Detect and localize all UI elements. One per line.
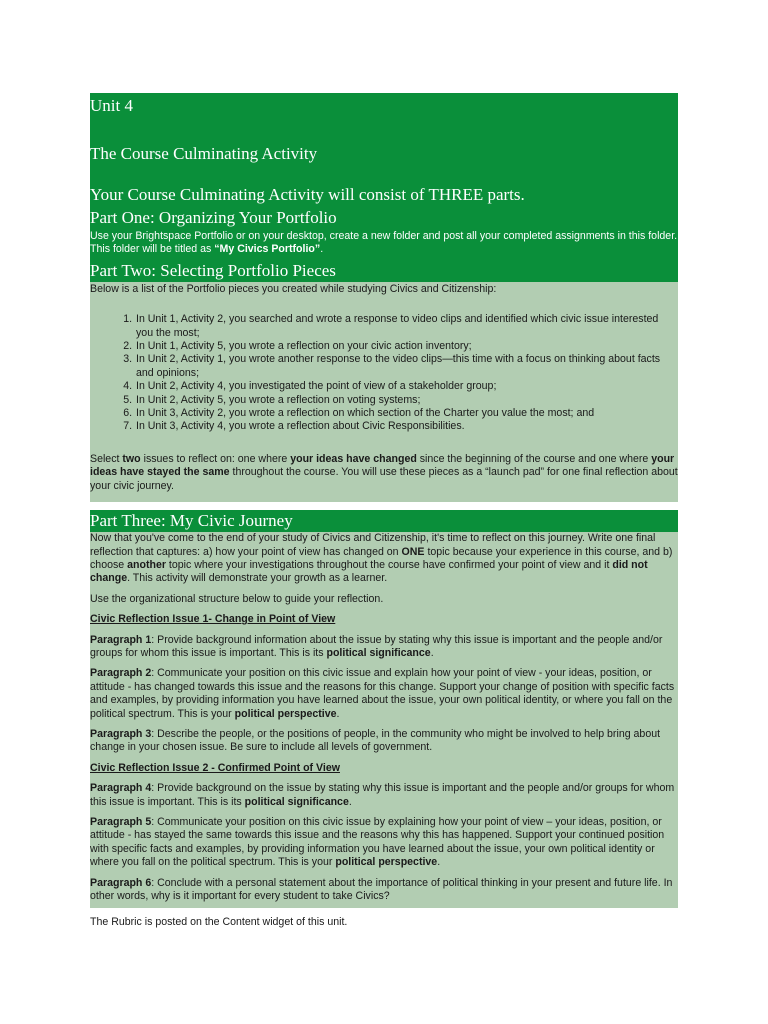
part-one-heading: Part One: Organizing Your Portfolio	[90, 208, 337, 227]
dark-green-header-band	[90, 93, 678, 282]
issue-one-heading: Civic Reflection Issue 1- Change in Point of View	[90, 613, 336, 626]
select-issues-paragraph: Select two issues to reflect on: one where your ideas have changed since the beginning of the course and one where your ideas have stayed the same throughout the course. You will use these pieces as a “launch pad” for one final reflection about your civic journey.	[90, 452, 678, 492]
part-one-text: Use your Brightspace Portfolio or on your desktop, create a new folder and post all your completed assignments in this folder. This folder will be titled as “My Civics Portfolio”.	[90, 230, 678, 256]
list-item: 5. In Unit 2, Activity 5, you wrote a reflection on voting systems;	[135, 394, 678, 407]
part-three-intro: Now that you've come to the end of your study of Civics and Citizenship, it's time to reflect on this journey. Write one final reflection that captures: a) how your point of view has changed on ONE topic because your experience in this course, and b) choose another topic where your investigations throughout the course have confirmed your point of view and it did not change. This activity will demonstrate your growth as a learner.	[90, 532, 673, 585]
section-gap	[90, 502, 678, 510]
paragraph-3: Paragraph 3: Describe the people, or the positions of people, in the community who might be involved to help bring about change in your chosen issue. Be sure to include all levels of government.	[90, 727, 661, 754]
paragraph-5: Paragraph 5: Communicate your position on this civic issue by explaining how your point of view – your ideas, position, or attitude - has stayed the same towards this issue and the reasons why this has happened. Support your continued position with specific facts and examples, by providing information you have learned about the issue, your own political identity or where you fall on the political spectrum. This is your political perspective.	[90, 816, 665, 869]
paragraph-4: Paragraph 4: Provide background on the issue by stating why this issue is important and the people and/or groups for whom this issue is important. This is its political significance.	[90, 782, 675, 808]
issue-two-heading: Civic Reflection Issue 2 - Confirmed Point of View	[90, 761, 340, 774]
list-item: 2. In Unit 1, Activity 5, you wrote a reflection on your civic action inventory;	[135, 340, 678, 353]
paragraph-2: Paragraph 2: Communicate your position on this civic issue and explain how your point of view - your ideas, position, or attitude - has changed towards this issue and the reasons for this change. Support your change of position with specific facts and examples, by providing information you have learned about the issue, your own political identity, or where you fall on the political spectrum. This is your political perspective.	[90, 667, 675, 720]
paragraph-6: Paragraph 6: Conclude with a personal statement about the importance of political thinking in your present and future life. In other words, why is it important for every student to take Civics?	[90, 876, 673, 903]
rubric-note: The Rubric is posted on the Content widget of this unit.	[90, 916, 348, 929]
paragraph-1: Paragraph 1: Provide background information about the issue by stating why this issue is important and the people and/or groups for whom this issue is important. This is its political significance.	[90, 633, 663, 659]
part-three-body	[90, 532, 678, 908]
part-three-header-band	[90, 510, 678, 532]
list-item: 6. In Unit 3, Activity 2, you wrote a reflection on which section of the Charter you value the most; and	[135, 407, 678, 420]
part-two-heading: Part Two: Selecting Portfolio Pieces	[90, 260, 336, 280]
list-item: 7. In Unit 3, Activity 4, you wrote a reflection about Civic Responsibilities.	[135, 420, 678, 433]
part-two-body	[90, 282, 678, 502]
list-item: 3. In Unit 2, Activity 1, you wrote another response to the video clips—this time with a focus on thinking about facts and opinions;	[135, 353, 678, 380]
list-item: 1. In Unit 1, Activity 2, you searched and wrote a response to video clips and identified which civic issue interested you the most;	[135, 313, 678, 340]
consist-heading: Your Course Culminating Activity will consist of THREE parts.	[90, 185, 525, 204]
unit-title: Unit 4	[90, 96, 133, 115]
portfolio-list	[90, 313, 678, 434]
structure-note: Use the organizational structure below to guide your reflection.	[90, 592, 384, 605]
part-three-heading: Part Three: My Civic Journey	[90, 511, 293, 531]
list-item: 4. In Unit 2, Activity 4, you investigated the point of view of a stakeholder group;	[135, 380, 678, 393]
course-title: The Course Culminating Activity	[90, 144, 318, 163]
part-two-intro: Below is a list of the Portfolio pieces you created while studying Civics and Citizenship:	[90, 282, 497, 295]
document-page	[90, 93, 678, 930]
